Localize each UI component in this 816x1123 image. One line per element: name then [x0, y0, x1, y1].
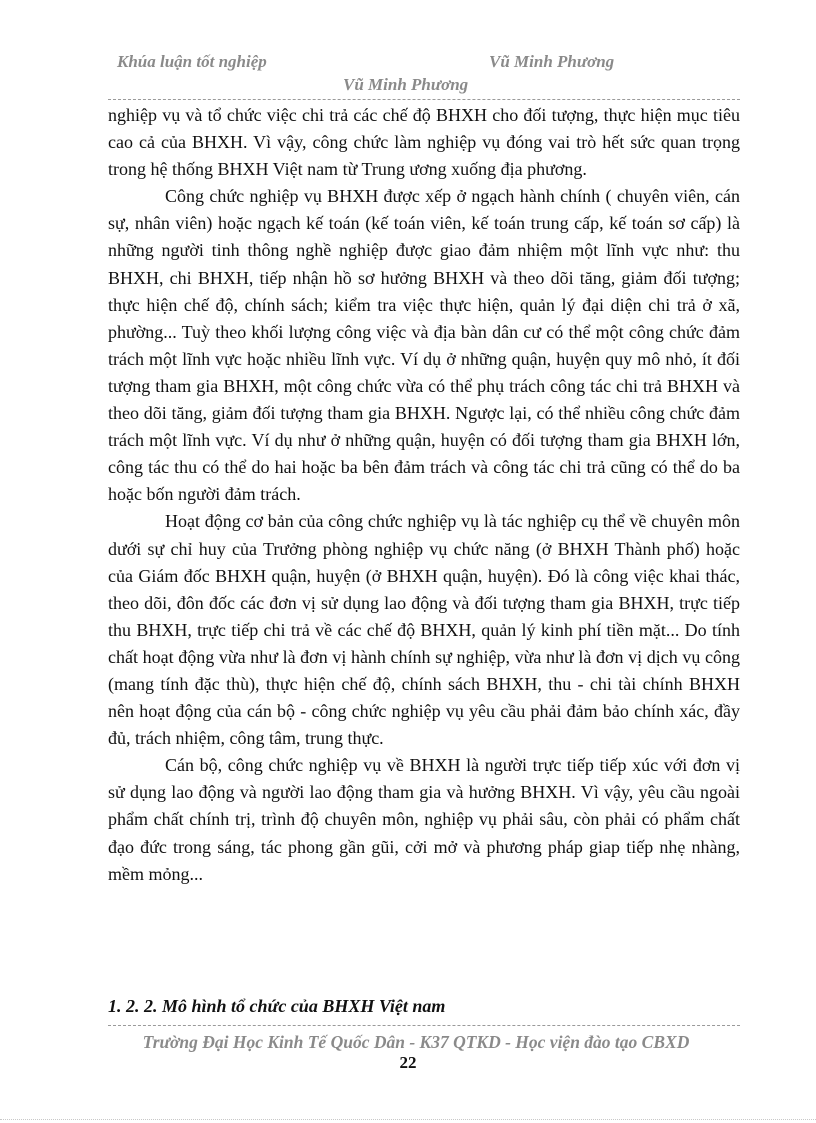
page-edge-divider	[0, 1119, 816, 1120]
header-divider	[108, 99, 740, 100]
page-number: 22	[399, 1053, 417, 1072]
footer-divider	[108, 1025, 740, 1026]
paragraph: Hoạt động cơ bản của công chức nghiệp vụ là tác nghiệp cụ thể về chuyên môn dưới sự chỉ huy của Trưởng phòng nghiệp vụ chức năng (ở BHXH Thành phố) hoặc của Giám đốc BHXH quận, huyện (ở BHXH quận, huyện). Đó là công việc khai thác, theo dõi, đôn đốc các đơn vị sử dụng lao động và đối tượng tham gia BHXH, trực tiếp thu BHXH, trực tiếp chi trả về các chế độ BHXH, quản lý kinh phí tiền mặt... Do tính chất hoạt động vừa như là đơn vị hành chính sự nghiệp, vừa như là đơn vị dịch vụ công (mang tính đặc thù), thực hiện chế độ, chính sách BHXH, thu - chi tài chính BHXH nên hoạt động của cán bộ - công chức nghiệp vụ yêu cầu phải đảm bảo chính xác, đầy đủ, trách nhiệm, công tâm, trung thực.	[108, 511, 740, 749]
header-thesis-label: Khúa luận tốt nghiệp	[117, 52, 267, 71]
header-author-name-secondary: Vũ Minh Phương	[343, 75, 469, 94]
footer-school-label: Trường Đại Học Kinh Tế Quốc Dân - K37 QTKD - Học viện đào tạo CBXD	[142, 1032, 690, 1052]
paragraph: Công chức nghiệp vụ BHXH được xếp ở ngạch hành chính ( chuyên viên, cán sự, nhân viên) hoặc ngạch kế toán (kế toán viên, kế toán trung cấp, kế toán sơ cấp) là những người tinh thông nghề nghiệp được giao đảm nhiệm một lĩnh vực như: thu BHXH, chi BHXH, tiếp nhận hồ sơ hưởng BHXH và theo dõi tăng, giảm đối tượng; thực hiện chế độ, chính sách; kiểm tra việc thực hiện, quản lý đại diện chi trả ở xã, phường... Tuỳ theo khối lượng công việc và địa bàn dân cư có thể một công chức đảm trách một lĩnh vực hoặc nhiều lĩnh vực. Ví dụ ở những quận, huyện quy mô nhỏ, ít đối tượng tham gia BHXH, một công chức vừa có thể phụ trách công tác chi trả BHXH và theo dõi tăng, giảm đối tượng tham gia BHXH. Ngược lại, có thể nhiều công chức đảm trách một lĩnh vực. Ví dụ như ở những quận, huyện có đối tượng tham gia BHXH lớn, công tác thu có thể do hai hoặc ba bên đảm trách và công tác chi trả cũng có thể do ba hoặc bốn người đảm trách.	[108, 186, 740, 505]
paragraph: Cán bộ, công chức nghiệp vụ về BHXH là người trực tiếp tiếp xúc với đơn vị sử dụng lao động và người lao động tham gia và hưởng BHXH. Vì vậy, yêu cầu ngoài phẩm chất chính trị, trình độ chuyên môn, nghiệp vụ phải sâu, còn phải có phẩm chất đạo đức trong sáng, tác phong gần gũi, cởi mở và phương pháp giap tiếp nhẹ nhàng, mềm mỏng...	[108, 755, 740, 884]
paragraph: nghiệp vụ và tổ chức việc chi trả các chế độ BHXH cho đối tượng, thực hiện mục tiêu cao cả của BHXH. Vì vậy, công chức làm nghiệp vụ đóng vai trò hết sức quan trọng trong hệ thống BHXH Việt nam từ Trung ương xuống địa phương.	[108, 105, 740, 180]
header-author-name: Vũ Minh Phương	[489, 52, 615, 71]
section-heading: 1. 2. 2. Mô hình tổ chức của BHXH Việt nam	[108, 996, 446, 1016]
page-body	[108, 102, 740, 888]
